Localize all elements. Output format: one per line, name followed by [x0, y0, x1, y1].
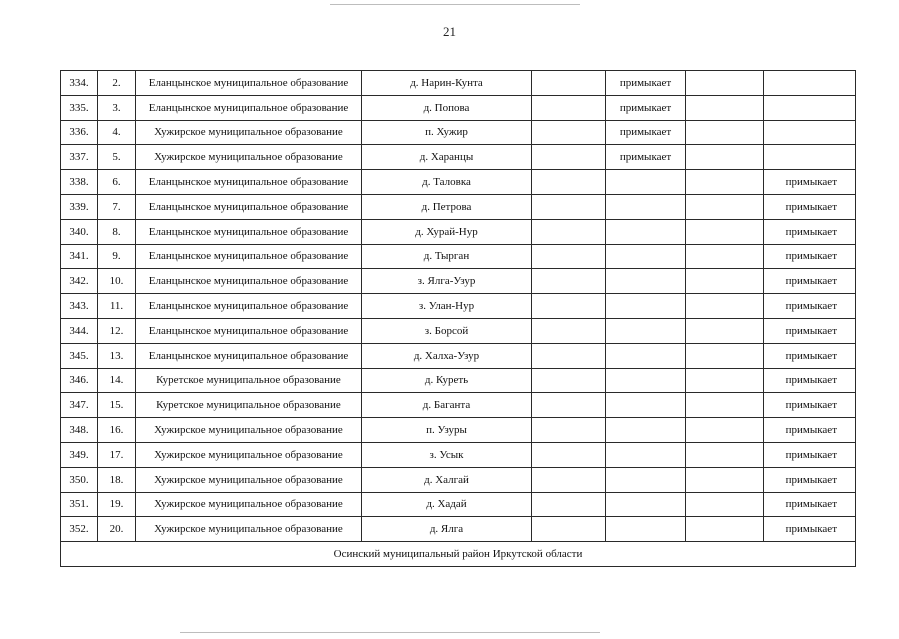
- status-cell-2: [606, 467, 686, 492]
- row-number: 12.: [98, 318, 136, 343]
- status-cell-2: [606, 393, 686, 418]
- status-cell-2: примыкает: [606, 145, 686, 170]
- municipality-name: Еланцынское муниципальное образование: [136, 170, 362, 195]
- status-cell-2: [606, 244, 686, 269]
- settlement-name: з. Усык: [362, 442, 532, 467]
- table-row: [61, 368, 856, 393]
- status-cell-3: [686, 318, 764, 343]
- municipality-name: Еланцынское муниципальное образование: [136, 95, 362, 120]
- table-row: [61, 194, 856, 219]
- table-row: [61, 318, 856, 343]
- status-cell-3: [686, 194, 764, 219]
- row-number: 18.: [98, 467, 136, 492]
- settlement-name: д. Нарин-Кунта: [362, 71, 532, 96]
- status-cell-2: примыкает: [606, 120, 686, 145]
- row-number: 6.: [98, 170, 136, 195]
- settlement-name: д. Таловка: [362, 170, 532, 195]
- status-cell-2: [606, 492, 686, 517]
- settlement-name: д. Баганта: [362, 393, 532, 418]
- settlement-name: п. Хужир: [362, 120, 532, 145]
- row-index: 347.: [61, 393, 98, 418]
- row-index: 344.: [61, 318, 98, 343]
- status-cell-3: [686, 145, 764, 170]
- row-index: 352.: [61, 517, 98, 542]
- status-cell-1: [532, 517, 606, 542]
- status-cell-3: [686, 418, 764, 443]
- status-cell-3: [686, 244, 764, 269]
- status-cell-3: [686, 467, 764, 492]
- status-cell-4: [764, 120, 856, 145]
- row-index: 337.: [61, 145, 98, 170]
- municipality-name: Хужирское муниципальное образование: [136, 120, 362, 145]
- status-cell-1: [532, 244, 606, 269]
- settlement-name: д. Попова: [362, 95, 532, 120]
- row-index: 340.: [61, 219, 98, 244]
- status-cell-1: [532, 368, 606, 393]
- row-number: 11.: [98, 294, 136, 319]
- status-cell-4: примыкает: [764, 492, 856, 517]
- status-cell-3: [686, 393, 764, 418]
- municipality-name: Хужирское муниципальное образование: [136, 492, 362, 517]
- municipality-name: Еланцынское муниципальное образование: [136, 294, 362, 319]
- settlement-name: з. Улан-Нур: [362, 294, 532, 319]
- table-row: [61, 269, 856, 294]
- status-cell-4: [764, 145, 856, 170]
- status-cell-1: [532, 194, 606, 219]
- row-index: 346.: [61, 368, 98, 393]
- table-row: [61, 393, 856, 418]
- status-cell-4: примыкает: [764, 219, 856, 244]
- status-cell-4: примыкает: [764, 467, 856, 492]
- status-cell-4: примыкает: [764, 170, 856, 195]
- status-cell-4: примыкает: [764, 393, 856, 418]
- table-row: [61, 219, 856, 244]
- table-row: [61, 71, 856, 96]
- row-index: 349.: [61, 442, 98, 467]
- settlement-name: п. Узуры: [362, 418, 532, 443]
- table-row: [61, 467, 856, 492]
- municipality-name: Хужирское муниципальное образование: [136, 442, 362, 467]
- municipality-name: Еланцынское муниципальное образование: [136, 318, 362, 343]
- table-row: [61, 95, 856, 120]
- municipality-name: Еланцынское муниципальное образование: [136, 219, 362, 244]
- settlement-name: д. Харанцы: [362, 145, 532, 170]
- row-number: 13.: [98, 343, 136, 368]
- status-cell-1: [532, 71, 606, 96]
- row-number: 14.: [98, 368, 136, 393]
- row-number: 2.: [98, 71, 136, 96]
- settlement-name: д. Петрова: [362, 194, 532, 219]
- status-cell-4: [764, 95, 856, 120]
- status-cell-3: [686, 343, 764, 368]
- status-cell-4: [764, 71, 856, 96]
- status-cell-3: [686, 368, 764, 393]
- status-cell-2: примыкает: [606, 95, 686, 120]
- table-row: [61, 244, 856, 269]
- settlement-name: д. Куреть: [362, 368, 532, 393]
- municipality-name: Еланцынское муниципальное образование: [136, 194, 362, 219]
- status-cell-4: примыкает: [764, 194, 856, 219]
- municipality-name: Еланцынское муниципальное образование: [136, 343, 362, 368]
- table-row: [61, 145, 856, 170]
- municipality-name: Хужирское муниципальное образование: [136, 418, 362, 443]
- row-index: 350.: [61, 467, 98, 492]
- status-cell-1: [532, 145, 606, 170]
- status-cell-3: [686, 71, 764, 96]
- status-cell-1: [532, 219, 606, 244]
- status-cell-2: [606, 442, 686, 467]
- status-cell-3: [686, 219, 764, 244]
- row-number: 8.: [98, 219, 136, 244]
- table-row: [61, 294, 856, 319]
- row-index: 339.: [61, 194, 98, 219]
- row-number: 19.: [98, 492, 136, 517]
- settlement-name: д. Халха-Узур: [362, 343, 532, 368]
- status-cell-3: [686, 95, 764, 120]
- row-index: 342.: [61, 269, 98, 294]
- status-cell-1: [532, 393, 606, 418]
- municipality-name: Куретское муниципальное образование: [136, 368, 362, 393]
- status-cell-2: [606, 418, 686, 443]
- table-row: [61, 170, 856, 195]
- status-cell-1: [532, 318, 606, 343]
- table-body: [61, 71, 856, 567]
- row-number: 3.: [98, 95, 136, 120]
- row-index: 338.: [61, 170, 98, 195]
- status-cell-4: примыкает: [764, 442, 856, 467]
- row-index: 348.: [61, 418, 98, 443]
- row-number: 16.: [98, 418, 136, 443]
- status-cell-4: примыкает: [764, 269, 856, 294]
- table-row: [61, 517, 856, 542]
- row-index: 341.: [61, 244, 98, 269]
- status-cell-1: [532, 294, 606, 319]
- status-cell-1: [532, 343, 606, 368]
- settlement-name: д. Ялга: [362, 517, 532, 542]
- municipality-name: Хужирское муниципальное образование: [136, 517, 362, 542]
- status-cell-3: [686, 269, 764, 294]
- status-cell-2: примыкает: [606, 71, 686, 96]
- status-cell-4: примыкает: [764, 517, 856, 542]
- scan-line-bottom: [180, 632, 600, 633]
- row-number: 17.: [98, 442, 136, 467]
- row-index: 335.: [61, 95, 98, 120]
- status-cell-1: [532, 120, 606, 145]
- status-cell-1: [532, 95, 606, 120]
- status-cell-2: [606, 517, 686, 542]
- municipality-name: Еланцынское муниципальное образование: [136, 269, 362, 294]
- status-cell-3: [686, 492, 764, 517]
- settlement-name: д. Хурай-Нур: [362, 219, 532, 244]
- status-cell-2: [606, 219, 686, 244]
- row-number: 5.: [98, 145, 136, 170]
- status-cell-4: примыкает: [764, 244, 856, 269]
- row-number: 20.: [98, 517, 136, 542]
- row-number: 15.: [98, 393, 136, 418]
- settlement-name: д. Хадай: [362, 492, 532, 517]
- municipality-name: Куретское муниципальное образование: [136, 393, 362, 418]
- status-cell-1: [532, 442, 606, 467]
- status-cell-2: [606, 170, 686, 195]
- section-header-row: [61, 542, 856, 567]
- settlements-table: [60, 70, 856, 567]
- row-index: 336.: [61, 120, 98, 145]
- status-cell-1: [532, 467, 606, 492]
- table-row: [61, 343, 856, 368]
- page-number: 21: [443, 24, 456, 39]
- row-number: 7.: [98, 194, 136, 219]
- status-cell-1: [532, 170, 606, 195]
- table-row: [61, 492, 856, 517]
- row-index: 351.: [61, 492, 98, 517]
- status-cell-2: [606, 368, 686, 393]
- status-cell-4: примыкает: [764, 368, 856, 393]
- municipality-name: Еланцынское муниципальное образование: [136, 71, 362, 96]
- status-cell-1: [532, 492, 606, 517]
- municipality-name: Хужирское муниципальное образование: [136, 145, 362, 170]
- status-cell-2: [606, 194, 686, 219]
- status-cell-2: [606, 343, 686, 368]
- municipality-name: Хужирское муниципальное образование: [136, 467, 362, 492]
- table-row: [61, 120, 856, 145]
- status-cell-4: примыкает: [764, 294, 856, 319]
- status-cell-2: [606, 294, 686, 319]
- status-cell-1: [532, 418, 606, 443]
- section-title: Осинский муниципальный район Иркутской области: [61, 542, 856, 567]
- status-cell-4: примыкает: [764, 318, 856, 343]
- municipality-name: Еланцынское муниципальное образование: [136, 244, 362, 269]
- status-cell-4: примыкает: [764, 418, 856, 443]
- status-cell-3: [686, 442, 764, 467]
- status-cell-3: [686, 120, 764, 145]
- row-index: 345.: [61, 343, 98, 368]
- settlement-name: д. Тырган: [362, 244, 532, 269]
- settlement-name: з. Ялга-Узур: [362, 269, 532, 294]
- row-index: 343.: [61, 294, 98, 319]
- status-cell-2: [606, 269, 686, 294]
- settlement-name: д. Халгай: [362, 467, 532, 492]
- row-index: 334.: [61, 71, 98, 96]
- status-cell-3: [686, 294, 764, 319]
- status-cell-3: [686, 170, 764, 195]
- table-row: [61, 418, 856, 443]
- status-cell-1: [532, 269, 606, 294]
- status-cell-2: [606, 318, 686, 343]
- row-number: 4.: [98, 120, 136, 145]
- row-number: 9.: [98, 244, 136, 269]
- row-number: 10.: [98, 269, 136, 294]
- status-cell-4: примыкает: [764, 343, 856, 368]
- settlement-name: з. Борсой: [362, 318, 532, 343]
- table-row: [61, 442, 856, 467]
- scan-line-top: [330, 4, 580, 5]
- status-cell-3: [686, 517, 764, 542]
